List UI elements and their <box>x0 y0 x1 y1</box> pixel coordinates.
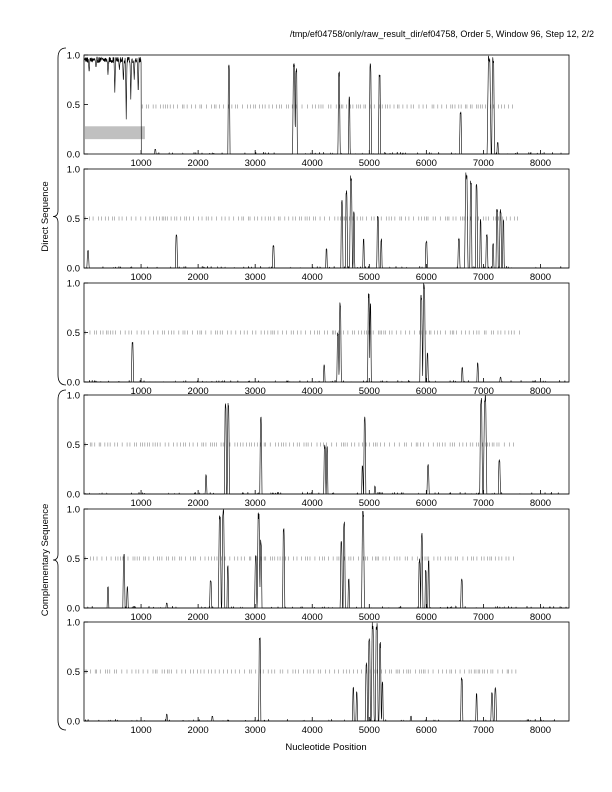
y-tick-label: 0.0 <box>66 716 80 728</box>
x-tick-label: 4000 <box>301 386 323 397</box>
x-tick-label: 1000 <box>130 725 152 736</box>
x-tick-label: 7000 <box>472 386 494 397</box>
panel-frame <box>84 283 569 382</box>
x-tick-label: 1000 <box>130 612 152 623</box>
x-tick-label: 8000 <box>529 612 552 623</box>
group-label: Direct Sequence <box>40 181 51 252</box>
y-tick-label: 0.5 <box>66 554 80 565</box>
panel-5 <box>67 505 569 624</box>
x-tick-label: 7000 <box>472 498 494 509</box>
x-tick-label: 2000 <box>187 386 209 397</box>
panel-frame <box>84 509 569 608</box>
x-tick-label: 1000 <box>130 272 152 283</box>
x-tick-label: 3000 <box>244 612 266 623</box>
y-tick-label: 0.0 <box>66 603 80 615</box>
x-tick-label: 7000 <box>472 612 494 623</box>
x-axis-title: Nucleotide Position <box>285 742 367 753</box>
x-tick-label: 8000 <box>529 498 552 509</box>
panel-2 <box>67 165 569 284</box>
panels <box>67 51 569 737</box>
x-tick-label: 2000 <box>187 725 209 736</box>
x-tick-label: 3000 <box>244 386 266 397</box>
y-tick-label: 1.0 <box>66 617 80 629</box>
x-tick-label: 8000 <box>529 158 552 169</box>
dash-pattern <box>85 331 519 335</box>
y-tick-label: 0.0 <box>66 263 80 275</box>
bracket-direct <box>40 48 66 385</box>
dash-pattern <box>142 104 512 108</box>
x-tick-label: 6000 <box>415 498 437 509</box>
dash-pattern <box>85 557 514 561</box>
x-tick-label: 1000 <box>130 158 152 169</box>
x-tick-label: 2000 <box>187 158 209 169</box>
x-tick-label: 7000 <box>472 158 494 169</box>
x-tick-label: 2000 <box>187 612 209 623</box>
x-tick-label: 6000 <box>415 386 437 397</box>
x-tick-label: 4000 <box>301 725 323 736</box>
panel-frame <box>84 55 569 154</box>
series-line <box>84 283 569 382</box>
legend-box <box>85 126 145 139</box>
bracket-path <box>53 390 66 730</box>
y-tick-label: 0.0 <box>66 377 80 389</box>
dash-pattern <box>85 670 516 674</box>
series-line <box>84 510 569 608</box>
panel-6 <box>67 618 569 737</box>
x-tick-label: 5000 <box>358 498 380 509</box>
x-tick-label: 4000 <box>301 158 323 169</box>
x-tick-label: 8000 <box>529 725 552 736</box>
panel-4 <box>67 391 569 510</box>
x-tick-label: 3000 <box>244 498 266 509</box>
x-tick-label: 2000 <box>187 272 209 283</box>
x-tick-label: 5000 <box>358 612 380 623</box>
x-tick-label: 4000 <box>301 272 323 283</box>
x-tick-label: 7000 <box>472 272 494 283</box>
x-tick-label: 3000 <box>244 725 266 736</box>
y-tick-label: 1.0 <box>66 504 80 516</box>
dash-pattern <box>85 443 513 447</box>
x-tick-label: 7000 <box>472 725 494 736</box>
dash-pattern <box>85 217 517 221</box>
y-tick-label: 0.5 <box>66 214 80 225</box>
panel-1 <box>67 51 569 170</box>
x-tick-label: 5000 <box>358 158 380 169</box>
y-tick-label: 0.5 <box>66 667 80 678</box>
y-tick-label: 1.0 <box>66 278 80 290</box>
y-tick-label: 0.5 <box>66 440 80 451</box>
y-tick-label: 0.0 <box>66 149 80 161</box>
x-tick-label: 2000 <box>187 498 209 509</box>
x-tick-label: 5000 <box>358 386 380 397</box>
x-tick-label: 6000 <box>415 612 437 623</box>
series-line <box>84 56 569 154</box>
x-tick-label: 4000 <box>301 498 323 509</box>
y-tick-label: 0.5 <box>66 328 80 339</box>
header-text: /tmp/ef04758/only/raw_result_dir/ef04758, Order 5, Window 96, Step 12, 2/2 <box>289 29 594 39</box>
bracket-path <box>53 48 66 385</box>
y-tick-label: 1.0 <box>66 390 80 402</box>
x-tick-label: 6000 <box>415 725 437 736</box>
x-tick-label: 1000 <box>130 386 152 397</box>
x-tick-label: 3000 <box>244 158 266 169</box>
y-tick-label: 0.0 <box>66 489 80 501</box>
y-tick-label: 0.5 <box>66 100 80 111</box>
x-tick-label: 1000 <box>130 498 152 509</box>
x-tick-label: 6000 <box>415 158 437 169</box>
x-tick-label: 6000 <box>415 272 437 283</box>
bracket-complementary <box>40 390 66 730</box>
x-tick-label: 8000 <box>529 386 552 397</box>
x-tick-label: 5000 <box>358 272 380 283</box>
group-label: Complementary Sequence <box>40 503 51 617</box>
x-tick-label: 5000 <box>358 725 380 736</box>
x-tick-label: 4000 <box>301 612 323 623</box>
panel-3 <box>67 279 569 398</box>
x-tick-label: 8000 <box>529 272 552 283</box>
y-tick-label: 1.0 <box>66 164 80 176</box>
y-tick-label: 1.0 <box>66 50 80 62</box>
x-tick-label: 3000 <box>244 272 266 283</box>
group-brackets <box>40 48 66 730</box>
